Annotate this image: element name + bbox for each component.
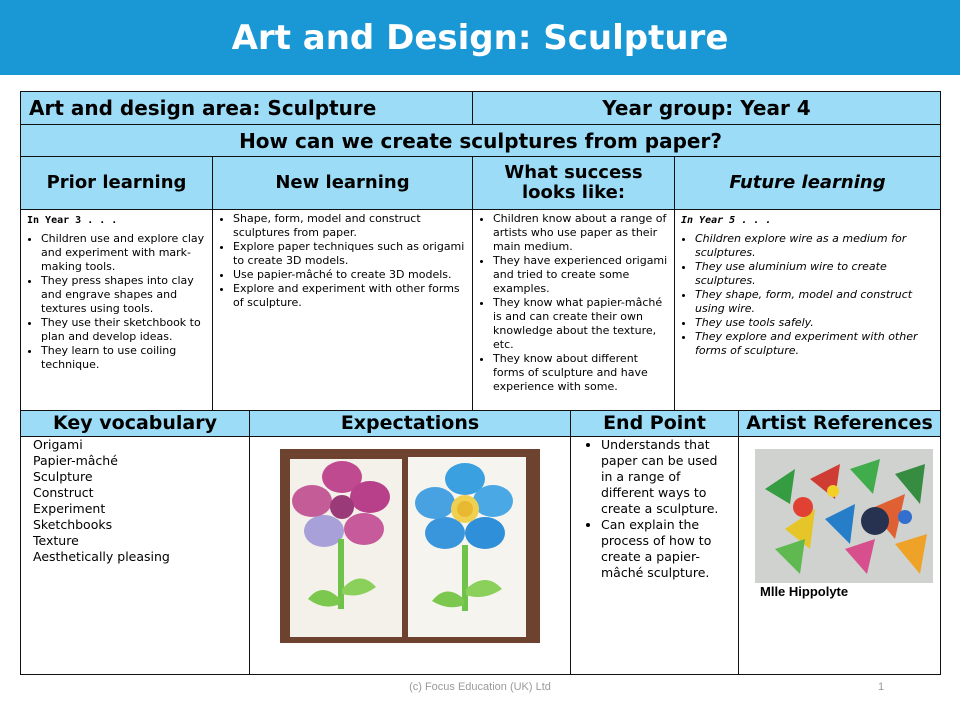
key-vocabulary-label: Key vocabulary bbox=[52, 412, 217, 435]
end-point-list bbox=[577, 437, 732, 581]
success-header bbox=[472, 156, 675, 210]
future-learning-header bbox=[674, 156, 941, 210]
prior-learning-content bbox=[20, 209, 213, 411]
key-vocabulary-content bbox=[20, 436, 250, 675]
page-number: 1 bbox=[878, 681, 885, 693]
new-learning-content bbox=[212, 209, 473, 411]
future-learning-content bbox=[674, 209, 941, 411]
question-header bbox=[20, 124, 941, 157]
vocab-item: Origami bbox=[33, 437, 83, 452]
area-label: Art and design area: Sculpture bbox=[29, 96, 377, 120]
list-item: • Explore paper techniques such as origami to create 3D models. bbox=[233, 240, 466, 268]
vocab-item: Papier-mâché bbox=[33, 453, 118, 468]
success-content bbox=[472, 209, 675, 411]
end-point-content bbox=[570, 436, 739, 675]
list-item: • They use tools safely. bbox=[695, 316, 934, 330]
paper-flowers-photo bbox=[280, 449, 540, 643]
list-item: • They know about different forms of sculpture and have experience with some. bbox=[493, 352, 668, 394]
success-label-line2: looks like: bbox=[521, 182, 626, 203]
prior-learning-label: Prior learning bbox=[46, 172, 187, 194]
new-learning-header bbox=[212, 156, 473, 210]
artist-references-content bbox=[738, 436, 941, 675]
question-label: How can we create sculptures from paper? bbox=[239, 128, 722, 153]
list-item: • They learn to use coiling technique. bbox=[41, 344, 206, 372]
future-learning-label: Future learning bbox=[729, 172, 886, 194]
expectations-header bbox=[249, 410, 571, 437]
vocab-item: Experiment bbox=[33, 501, 106, 516]
list-item: • They use aluminium wire to create sculptures. bbox=[695, 260, 934, 288]
vocab-item: Sculpture bbox=[33, 469, 93, 484]
artist-references-header bbox=[738, 410, 941, 437]
vocab-item: Sketchbooks bbox=[33, 517, 113, 532]
new-learning-list bbox=[219, 212, 466, 310]
list-item: • Children use and explore clay and experiment with mark-making tools. bbox=[41, 232, 206, 274]
list-item: • They shape, form, model and construct using wire. bbox=[695, 288, 934, 316]
key-vocabulary-header bbox=[20, 410, 250, 437]
artist-artwork-photo bbox=[755, 449, 933, 583]
future-list bbox=[681, 232, 934, 358]
expectations-content bbox=[249, 436, 571, 675]
artist-caption: Mlle Hippolyte bbox=[760, 584, 849, 599]
artist-references-label: Artist References bbox=[746, 412, 933, 435]
future-lead: In Year 5 . . . bbox=[681, 215, 772, 226]
vocab-item: Aesthetically pleasing bbox=[33, 549, 170, 564]
expectations-label: Expectations bbox=[340, 412, 480, 435]
list-item: • They press shapes into clay and engrave shapes and textures using tools. bbox=[41, 274, 206, 316]
list-item: • Shape, form, model and construct sculptures from paper. bbox=[233, 212, 466, 240]
vocab-item: Construct bbox=[33, 485, 94, 500]
vocab-item: Texture bbox=[33, 533, 79, 548]
area-header bbox=[20, 91, 473, 125]
list-item: • Understands that paper can be used in a range of different ways to create a sculpture. bbox=[601, 437, 732, 517]
list-item: • They use their sketchbook to plan and develop ideas. bbox=[41, 316, 206, 344]
end-point-label: End Point bbox=[603, 412, 706, 435]
prior-lead: In Year 3 . . . bbox=[27, 215, 118, 226]
new-learning-label: New learning bbox=[275, 172, 410, 194]
list-item: • They have experienced origami and tried to create some examples. bbox=[493, 254, 668, 296]
list-item: • They know what papier-mâché is and can create their own knowledge about the texture, etc. bbox=[493, 296, 668, 352]
list-item: • Can explain the process of how to create a papier-mâché sculpture. bbox=[601, 517, 732, 581]
year-group-label: Year group: Year 4 bbox=[602, 96, 811, 120]
end-point-header bbox=[570, 410, 739, 437]
year-group-header bbox=[472, 91, 941, 125]
success-list bbox=[479, 212, 668, 394]
list-item: • Explore and experiment with other forms of sculpture. bbox=[233, 282, 466, 310]
footer-copyright: (c) Focus Education (UK) Ltd bbox=[409, 681, 551, 693]
list-item: • Use papier-mâché to create 3D models. bbox=[233, 268, 466, 282]
success-label-line1: What success bbox=[504, 162, 643, 184]
prior-learning-header bbox=[20, 156, 213, 210]
page-banner bbox=[0, 0, 960, 75]
list-item: • Children know about a range of artists who use paper as their main medium. bbox=[493, 212, 668, 254]
page-title: Art and Design: Sculpture bbox=[231, 17, 729, 58]
list-item: • Children explore wire as a medium for sculptures. bbox=[695, 232, 934, 260]
list-item: • They explore and experiment with other forms of sculpture. bbox=[695, 330, 934, 358]
prior-list bbox=[27, 232, 206, 372]
